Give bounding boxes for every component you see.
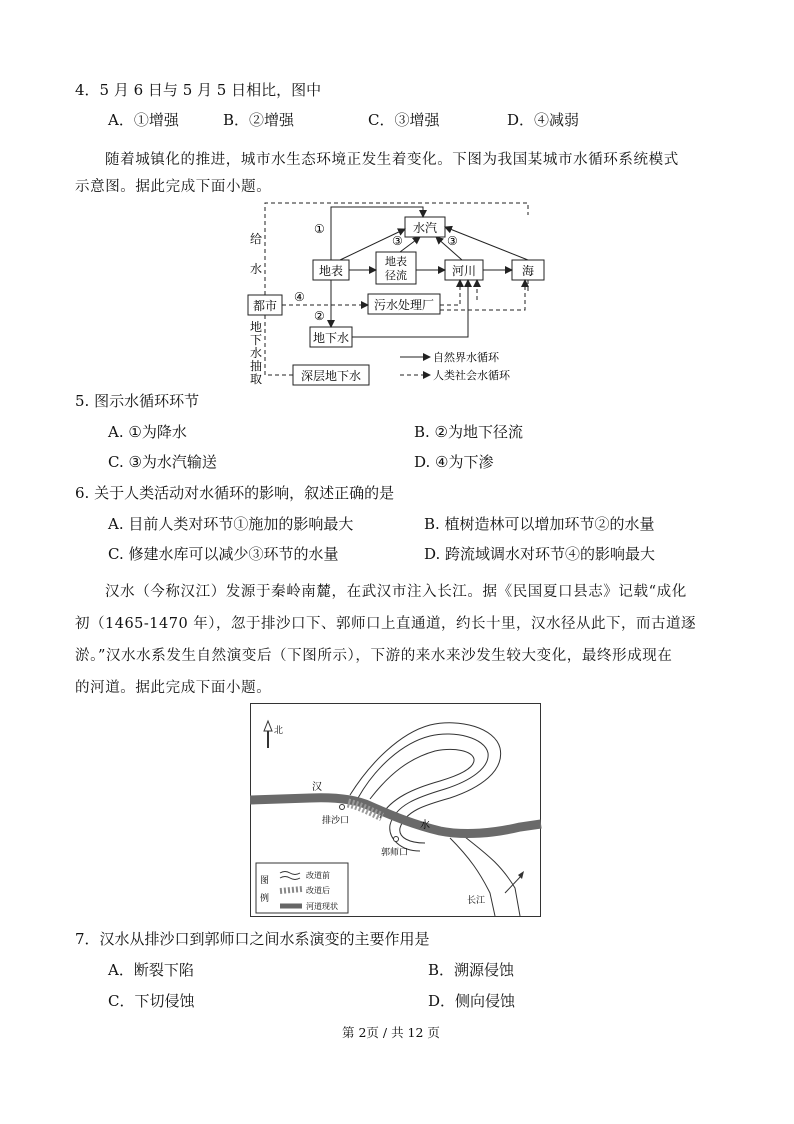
node-groundwater-label: 地下水: [312, 331, 350, 345]
q4-option-d: D．④减弱: [507, 111, 580, 129]
marker-3b: ③: [447, 234, 458, 248]
q7-option-d: D．侧向侵蚀: [428, 992, 516, 1010]
q5-option-a: A. ①为降水: [108, 423, 187, 441]
node-runoff-label-2: 径流: [385, 269, 407, 282]
marker-1: ①: [314, 222, 325, 236]
extraction-label-2: 下: [250, 333, 263, 347]
passage2-line1: 汉水（今称汉江）发源于秦岭南麓，在武汉市注入长江。据《民国夏口县志》记载“成化: [105, 584, 687, 600]
legend-title-1: 图: [260, 876, 270, 886]
north-label: 北: [274, 726, 284, 736]
passage2-line4: 的河道。据此完成下面小题。: [75, 680, 272, 696]
node-runoff-label-1: 地表: [385, 255, 407, 268]
passage1-line2: 示意图。据此完成下面小题。: [75, 179, 272, 195]
paishakou-label: 排沙口: [322, 816, 350, 826]
q7-stem: 7．汉水从排沙口到郭师口之间水系演变的主要作用是: [75, 930, 430, 948]
q4-option-c: C．③增强: [368, 111, 440, 129]
q4-option-a: A．①增强: [108, 111, 179, 129]
node-city-label: 都市: [252, 299, 278, 313]
han-river-map: [250, 703, 542, 918]
q5-option-c: C. ③为水汽输送: [108, 453, 217, 471]
legend-item-current: 河道现状: [306, 902, 338, 911]
water-cycle-diagram: [240, 195, 570, 390]
extraction-label-1: 地: [250, 320, 263, 334]
changjiang-label: 长江: [467, 896, 486, 906]
marker-3a: ③: [392, 234, 403, 248]
extraction-label-4: 抽: [250, 359, 263, 373]
passage2-line2: 初（1465-1470 年），忽于排沙口下、郭师口上直通道，约长十里，汉水径从此下，而古道逐: [75, 616, 697, 632]
guoshikou-label: 郭师口: [381, 848, 409, 858]
guoshikou-point: [394, 837, 399, 842]
q7-option-b: B．溯源侵蚀: [428, 961, 515, 979]
passage2-line3: 淤。”汉水水系发生自然演变后（下图所示），下游的来水来沙发生较大变化，最终形成现在: [75, 648, 673, 664]
q6-option-b: B. 植树造林可以增加环节②的水量: [424, 515, 655, 533]
q5-option-d: D. ④为下渗: [414, 453, 494, 471]
node-river-label: 河川: [451, 264, 477, 278]
legend-human-label: 人类社会水循环: [433, 369, 510, 382]
extraction-label-3: 水: [250, 346, 263, 360]
passage1-line1: 随着城镇化的推进，城市水生态环境正发生着变化。下图为我国某城市水循环系统模式: [105, 152, 679, 168]
q6-option-c: C. 修建水库可以减少③环节的水量: [108, 545, 339, 563]
q7-option-c: C．下切侵蚀: [108, 992, 195, 1010]
q5-option-b: B. ②为地下径流: [414, 423, 524, 441]
node-deep-groundwater-label: 深层地下水: [300, 369, 362, 383]
page-footer: 第 2页 / 共 12 页: [342, 1025, 440, 1040]
marker-2: ②: [314, 309, 325, 323]
q4-stem: 4．5 月 6 日与 5 月 5 日相比，图中: [75, 81, 322, 99]
q7-option-a: A．断裂下陷: [108, 961, 194, 979]
extraction-label-5: 取: [250, 372, 263, 386]
q6-option-d: D. 跨流域调水对环节④的影响最大: [424, 545, 656, 563]
legend-item-before: 改道前: [306, 871, 330, 880]
q4-option-b: B．②增强: [223, 111, 295, 129]
legend-natural-label: 自然界水循环: [433, 351, 499, 364]
paishakou-point: [340, 805, 345, 810]
node-surface-label: 地表: [318, 264, 344, 278]
node-sewage-plant-label: 污水处理厂: [373, 298, 435, 312]
supply-label-2: 水: [250, 262, 263, 276]
marker-4: ④: [294, 290, 305, 304]
legend-title-2: 例: [260, 894, 270, 904]
han-label: 汉: [312, 782, 322, 793]
legend-item-after: 改道后: [306, 886, 330, 895]
node-vapor-label: 水汽: [412, 221, 438, 235]
shui-label: 水: [420, 820, 430, 831]
q5-stem: 5. 图示水循环环节: [75, 392, 200, 410]
node-sea-label: 海: [521, 264, 535, 278]
q6-option-a: A. 目前人类对环节①施加的影响最大: [108, 515, 354, 533]
q6-stem: 6. 关于人类活动对水循环的影响，叙述正确的是: [75, 484, 395, 502]
supply-label-1: 给: [250, 232, 263, 246]
